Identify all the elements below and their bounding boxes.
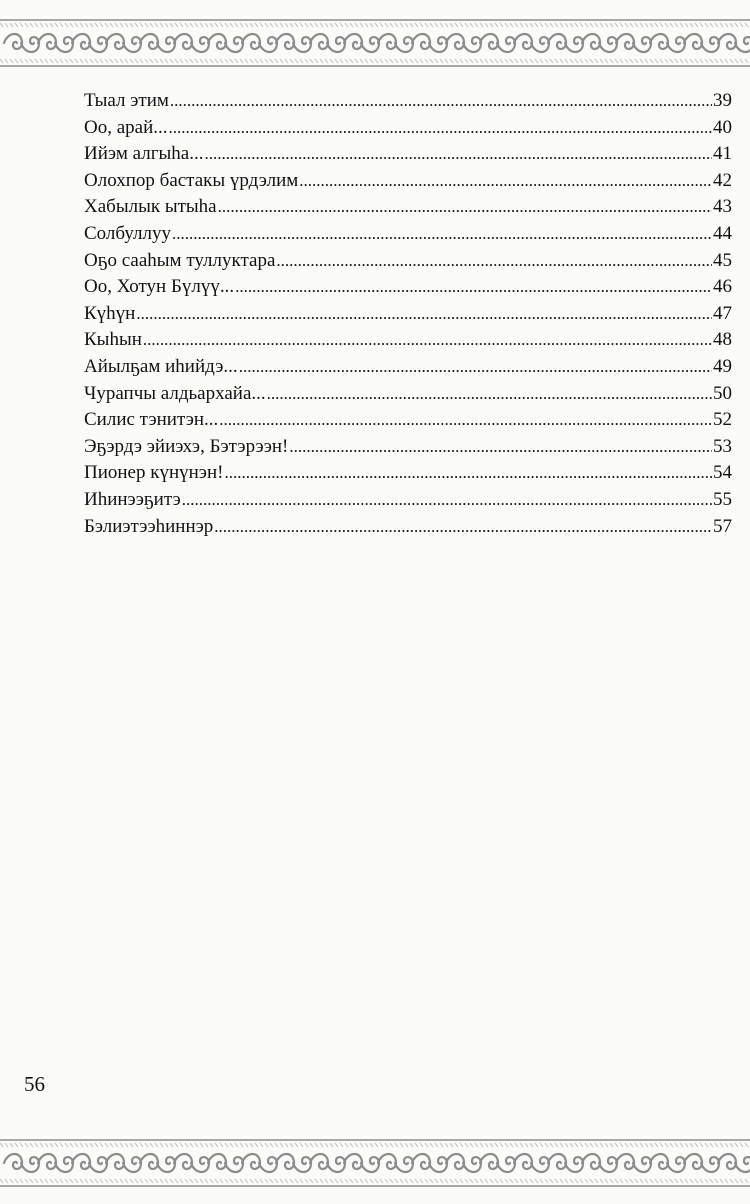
toc-entry-title: Ийэм алгыhа... bbox=[84, 143, 204, 165]
toc-entry bbox=[84, 460, 732, 487]
toc-entry bbox=[84, 514, 732, 541]
toc-dot-leader bbox=[289, 434, 712, 461]
toc-entry-page: 48 bbox=[713, 329, 732, 351]
toc-entry-title: Кыhын bbox=[84, 329, 142, 351]
top-ornamental-border bbox=[0, 14, 750, 72]
toc-entry-page: 40 bbox=[713, 116, 732, 138]
toc-entry-title: Солбуллуу bbox=[84, 222, 171, 244]
toc-entry bbox=[84, 221, 732, 248]
bottom-ornamental-border bbox=[0, 1134, 750, 1192]
toc-entry bbox=[84, 141, 732, 168]
page-number: 56 bbox=[24, 1072, 45, 1096]
toc-entry-title: Иhинээҕитэ bbox=[84, 488, 181, 510]
table-of-contents bbox=[84, 88, 732, 540]
toc-dot-leader bbox=[170, 88, 712, 115]
toc-entry bbox=[84, 194, 732, 221]
toc-dot-leader bbox=[182, 487, 712, 514]
toc-entry bbox=[84, 327, 732, 354]
toc-entry-title: Күhүн bbox=[84, 302, 136, 324]
toc-dot-leader bbox=[219, 407, 712, 434]
toc-entry bbox=[84, 301, 732, 328]
toc-entry-page: 53 bbox=[713, 435, 732, 457]
toc-entry bbox=[84, 88, 732, 115]
toc-dot-leader bbox=[299, 168, 712, 195]
toc-entry bbox=[84, 248, 732, 275]
toc-entry bbox=[84, 434, 732, 461]
toc-entry-page: 52 bbox=[713, 409, 732, 431]
toc-entry-title: Айылҕам иhийдэ... bbox=[84, 355, 238, 377]
toc-dot-leader bbox=[169, 115, 712, 142]
toc-dot-leader bbox=[239, 354, 712, 381]
toc-entry-page: 41 bbox=[713, 143, 732, 165]
toc-entry-page: 42 bbox=[713, 169, 732, 191]
toc-entry-title: Силис тэнитэн... bbox=[84, 409, 219, 431]
toc-entry bbox=[84, 115, 732, 142]
toc-dot-leader bbox=[235, 274, 712, 301]
toc-entry-title: Хабылык ытыhа bbox=[84, 196, 217, 218]
toc-dot-leader bbox=[276, 248, 712, 275]
toc-entry-title: Олохпор бастакы үрдэлим bbox=[84, 169, 299, 191]
toc-dot-leader bbox=[204, 141, 712, 168]
toc-dot-leader bbox=[218, 194, 712, 221]
toc-entry-page: 55 bbox=[713, 488, 732, 510]
toc-entry-page: 39 bbox=[713, 90, 732, 111]
toc-entry-title: Оо, Хотун Бүлүү... bbox=[84, 276, 235, 298]
toc-entry-title: Тыал этим bbox=[84, 90, 169, 111]
toc-dot-leader bbox=[224, 460, 712, 487]
toc-dot-leader bbox=[172, 221, 712, 248]
toc-entry bbox=[84, 381, 732, 408]
toc-entry bbox=[84, 274, 732, 301]
toc-dot-leader bbox=[267, 381, 712, 408]
toc-entry-title: Пионер күнүнэн! bbox=[84, 462, 224, 484]
toc-entry-title: Оҕо саaһым туллуктара bbox=[84, 249, 276, 271]
toc-entry-page: 50 bbox=[713, 382, 732, 404]
toc-entry-page: 57 bbox=[713, 515, 732, 537]
toc-entry bbox=[84, 168, 732, 195]
toc-entry bbox=[84, 407, 732, 434]
toc-entry bbox=[84, 354, 732, 381]
toc-entry-page: 43 bbox=[713, 196, 732, 218]
toc-dot-leader bbox=[136, 301, 712, 328]
toc-entry bbox=[84, 487, 732, 514]
toc-dot-leader bbox=[214, 514, 712, 541]
toc-entry-page: 54 bbox=[713, 462, 732, 484]
toc-entry-title: Оо, арай... bbox=[84, 116, 168, 138]
toc-dot-leader bbox=[143, 327, 712, 354]
toc-entry-title: Бэлиэтээhиннэр bbox=[84, 515, 214, 537]
toc-entry-title: Эҕэрдэ эйиэхэ, Бэтэрээн! bbox=[84, 435, 289, 457]
toc-entry-page: 47 bbox=[713, 302, 732, 324]
toc-entry-page: 45 bbox=[713, 249, 732, 271]
toc-entry-page: 49 bbox=[713, 355, 732, 377]
toc-entry-title: Чурапчы алдьархайа... bbox=[84, 382, 266, 404]
toc-entry-page: 44 bbox=[713, 222, 732, 244]
toc-entry-page: 46 bbox=[713, 276, 732, 298]
